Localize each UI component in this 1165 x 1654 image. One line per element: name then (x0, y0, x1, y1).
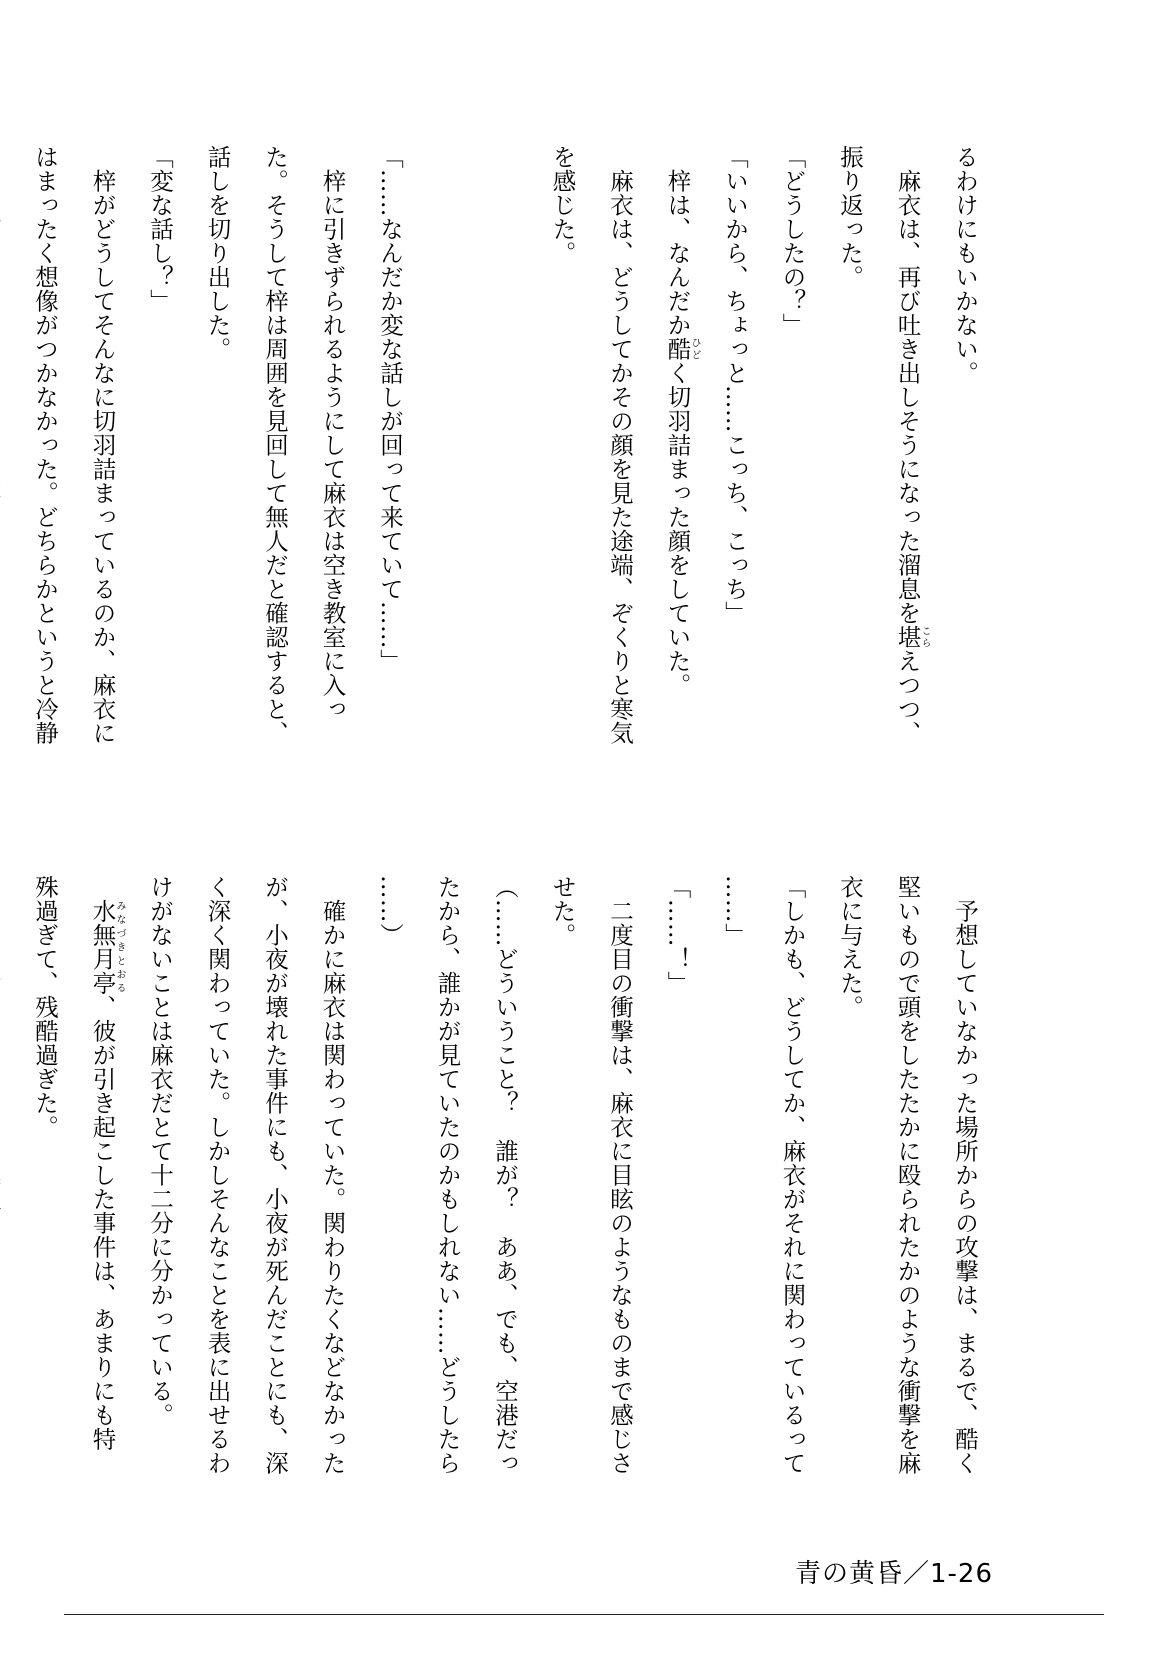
text-line: 堅いもので頭をしたたかに殴られたかのような衝撃を麻 (893, 875, 922, 1475)
text-line: たから、誰かが見ていたのかもしれない……どうしたら (433, 875, 462, 1475)
blank-line (476, 145, 534, 785)
text-line: けがないことは麻衣だとて十二分に分かっている。 (146, 875, 174, 1427)
text-line: が、小夜が壊れた事件にも、小夜が死んだことにも、深 (261, 875, 289, 1475)
text-block-top (31, 145, 993, 785)
text-line (0, 145, 16, 785)
ruby-word: 酷ひど (663, 337, 700, 361)
text-line: 「いいから、ちょっと……こっち、こっち」 (721, 145, 749, 625)
page-footer-title: 青の黄昏／1-26 (794, 1559, 993, 1589)
ruby-reading: ひど (689, 337, 700, 361)
text-line-with-ruby (648, 145, 706, 785)
text-line: はまったく想像がつかなかった。どちらかというと冷静 (31, 145, 59, 745)
text-segment: 、彼が引き起こした事件は、あまりにも特 (88, 995, 117, 1451)
text-line: 麻衣は、どうしてかその顔を見た途端、ぞくりと寒気 (606, 145, 634, 745)
text-line: 「変な話し？」 (146, 145, 174, 313)
text-line: 衣に与えた。 (836, 875, 864, 1019)
ruby-word: 水無月亭みなづきとおる (88, 899, 125, 995)
text-line: 話しを切り出した。 (203, 145, 232, 361)
text-line: 二度目の衝撃は、麻衣に目眩のようなものまで感じさ (606, 875, 634, 1475)
text-line: 「……！」 (663, 875, 692, 995)
text-line: 「しかも、どうしてか、麻衣がそれに関わっているって (778, 875, 807, 1475)
text-block-bottom (31, 875, 993, 1515)
text-line: 殊過ぎて、残酷過ぎた。 (31, 875, 59, 1139)
text-line: 振り返った。 (836, 145, 864, 289)
text-segment: えつつ、 (893, 649, 922, 745)
text-line: ……） (376, 875, 404, 947)
text-line: た。そうして梓は周囲を見回して無人だと確認すると、 (261, 145, 289, 745)
text-segment (89, 875, 117, 899)
footer-divider (64, 1614, 1104, 1615)
text-line: せた。 (548, 875, 577, 947)
text-line: 確かに麻衣は関わっていた。関わりたくなどなかった (318, 875, 347, 1475)
text-line: （……どういうこと？ 誰が？ ああ、でも、空港だっ (491, 875, 519, 1475)
text-line: 梓に引きずられるようにして麻衣は空き教室に入っ (318, 145, 347, 721)
ruby-reading: こら (919, 625, 930, 649)
text-line: 「……なんだか変な話しが回って来ていて……」 (376, 145, 404, 673)
text-segment: く切羽詰まった顔をしていた。 (663, 361, 692, 697)
text-line: るわけにもいかない。 (951, 145, 979, 385)
text-segment: 麻衣は、再び吐き出しそうになった溜息を (893, 145, 922, 625)
text-line: 梓がどうしてそんなに切羽詰まっているのか、麻衣に (88, 145, 117, 745)
text-line: 「どうしたの？」 (778, 145, 807, 337)
blank-line (418, 145, 476, 785)
text-line (0, 875, 16, 1515)
text-line: ……」 (721, 875, 749, 947)
ruby-reading: みなづきとおる (114, 899, 125, 995)
text-line: く深く関わっていた。しかしそんなことを表に出せるわ (203, 875, 232, 1475)
ruby-word: 堪こら (893, 625, 930, 649)
text-segment: 梓は、なんだか (663, 145, 692, 337)
text-line-with-ruby (73, 875, 131, 1515)
text-line-with-ruby (878, 145, 936, 785)
text-line: を感じた。 (548, 145, 577, 265)
text-line: 予想していなかった場所からの攻撃は、まるで、酷く (951, 875, 979, 1475)
